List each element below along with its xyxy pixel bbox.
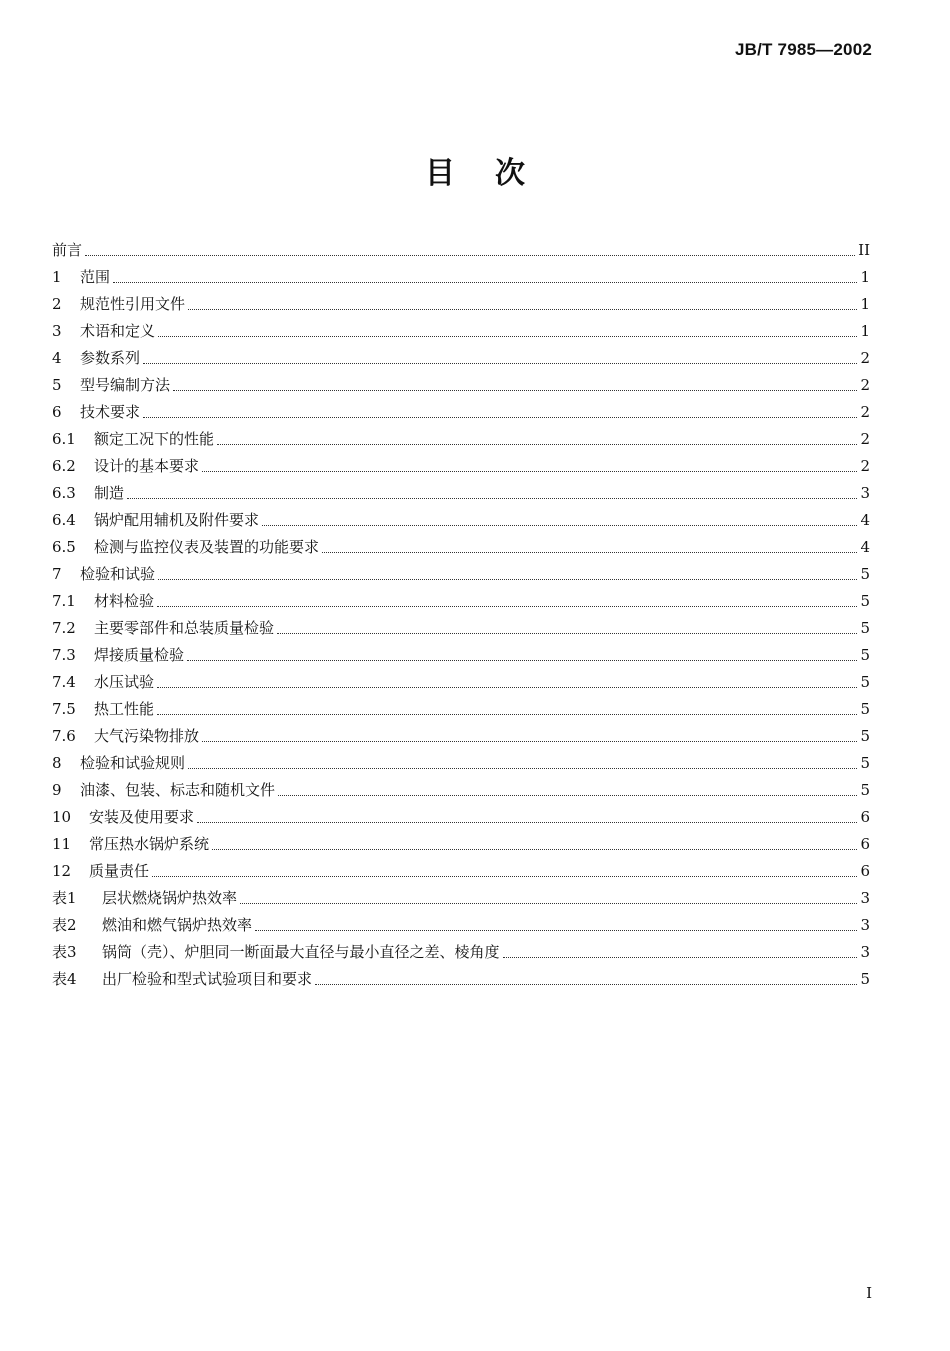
toc-entry-page: 5 (860, 673, 870, 691)
toc-entry-title: 锅炉配用辅机及附件要求 (94, 511, 260, 529)
toc-entry-title: 型号编制方法 (80, 376, 171, 394)
toc-entry-title: 热工性能 (94, 700, 155, 718)
toc-entry-page: 3 (860, 943, 870, 961)
toc-entry-title: 技术要求 (80, 403, 141, 421)
toc-entry[interactable] (52, 476, 870, 503)
dot-leader (187, 646, 857, 661)
toc-entry-title: 燃油和燃气锅炉热效率 (102, 916, 253, 934)
dot-leader (322, 538, 857, 553)
toc-entry-title: 设计的基本要求 (94, 457, 200, 475)
dot-leader (277, 619, 857, 634)
toc-entry-number: 表3 (52, 943, 77, 961)
toc-entry-number: 7.1 (52, 592, 76, 610)
toc-entry-title: 范围 (80, 268, 111, 286)
toc-entry-number: 表4 (52, 970, 77, 988)
toc-entry-page: 6 (860, 862, 870, 880)
toc-entry-title: 层状燃烧锅炉热效率 (102, 889, 238, 907)
toc-entry-page: 6 (860, 808, 870, 826)
toc-entry-page: 6 (860, 835, 870, 853)
toc-entry-page: 5 (860, 646, 870, 664)
toc-entry-title: 主要零部件和总装质量检验 (94, 619, 275, 637)
toc-entry-number: 10 (52, 808, 72, 826)
toc-entry-page: 1 (860, 268, 870, 286)
toc-entry-number: 7.4 (52, 673, 76, 691)
toc-entry[interactable] (52, 503, 870, 530)
toc-entry[interactable] (52, 746, 870, 773)
dot-leader (315, 970, 857, 985)
dot-leader (255, 916, 857, 931)
toc-entry-title: 出厂检验和型式试验项目和要求 (102, 970, 313, 988)
toc-entry[interactable] (52, 449, 870, 476)
toc-entry-page: 2 (860, 376, 870, 394)
toc-entry-title: 安装及使用要求 (89, 808, 195, 826)
dot-leader (202, 457, 857, 472)
toc-entry-page: 2 (860, 403, 870, 421)
toc-entry-number: 7.2 (52, 619, 76, 637)
toc-entry-title: 大气污染物排放 (94, 727, 200, 745)
toc-entry[interactable] (52, 773, 870, 800)
dot-leader (173, 376, 857, 391)
toc-entry-number: 表1 (52, 889, 77, 907)
dot-leader (152, 862, 857, 877)
toc-entry-page: 5 (860, 592, 870, 610)
toc-entry-title: 制造 (94, 484, 125, 502)
page-title: 目次 (425, 156, 565, 191)
toc-entry-number: 8 (52, 754, 62, 772)
toc-entry-number: 6.3 (52, 484, 76, 502)
toc-entry-number: 5 (52, 376, 62, 394)
dot-leader (158, 322, 857, 337)
dot-leader (113, 268, 857, 283)
toc-entry[interactable] (52, 395, 870, 422)
toc-entry[interactable] (52, 962, 870, 989)
toc-entry-page: 5 (860, 754, 870, 772)
dot-leader (212, 835, 857, 850)
toc-entry-page: 1 (860, 295, 870, 313)
toc-entry[interactable] (52, 935, 870, 962)
toc-entry-title: 锅筒（壳）、炉胆同一断面最大直径与最小直径之差、棱角度 (102, 943, 500, 961)
toc-entry-title: 常压热水锅炉系统 (89, 835, 210, 853)
dot-leader (262, 511, 857, 526)
toc-entry-title: 检验和试验规则 (80, 754, 186, 772)
dot-leader (188, 754, 857, 769)
dot-leader (85, 241, 855, 256)
toc-entry-number: 9 (52, 781, 62, 799)
toc-entry-number: 表2 (52, 916, 77, 934)
dot-leader (158, 565, 857, 580)
toc-entry-title: 检验和试验 (80, 565, 156, 583)
page-number: I (866, 1284, 872, 1302)
dot-leader (503, 943, 857, 958)
toc-entry-number: 11 (52, 835, 72, 853)
toc-entry[interactable] (52, 314, 870, 341)
toc-entry[interactable] (52, 800, 870, 827)
toc-entry-number: 6.5 (52, 538, 76, 556)
toc-entry[interactable] (52, 827, 870, 854)
toc-entry-number: 6.1 (52, 430, 76, 448)
toc-entry-number: 7.3 (52, 646, 76, 664)
dot-leader (188, 295, 857, 310)
toc-entry[interactable] (52, 881, 870, 908)
toc-entry-page: 5 (860, 700, 870, 718)
toc-entry-number: 1 (52, 268, 62, 286)
standard-code: JB/T 7985—2002 (735, 40, 872, 59)
toc-entry-number: 3 (52, 322, 62, 340)
dot-leader (157, 700, 857, 715)
toc-entry[interactable] (52, 719, 870, 746)
dot-leader (157, 673, 857, 688)
toc-entry-page: 5 (860, 727, 870, 745)
toc-entry-page: II (858, 241, 870, 259)
toc-entry-number: 6.4 (52, 511, 76, 529)
toc-entry-number: 6 (52, 403, 62, 421)
toc-entry[interactable] (52, 611, 870, 638)
toc-entry-title: 检测与监控仪表及装置的功能要求 (94, 538, 320, 556)
toc-entry-title: 规范性引用文件 (80, 295, 186, 313)
toc-entry-page: 3 (860, 484, 870, 502)
dot-leader (217, 430, 857, 445)
dot-leader (278, 781, 857, 796)
toc-entry-title: 额定工况下的性能 (94, 430, 215, 448)
toc-entry-number: 12 (52, 862, 72, 880)
toc-entry-number: 4 (52, 349, 62, 367)
toc-entry-title: 术语和定义 (80, 322, 156, 340)
toc-entry[interactable] (52, 422, 870, 449)
toc-entry-title: 材料检验 (94, 592, 155, 610)
toc-entry[interactable] (52, 557, 870, 584)
toc-entry-number: 7.5 (52, 700, 76, 718)
toc-entry-title: 水压试验 (94, 673, 155, 691)
dot-leader (197, 808, 857, 823)
toc-entry-page: 2 (860, 457, 870, 475)
dot-leader (157, 592, 857, 607)
toc-entry-title: 参数系列 (80, 349, 141, 367)
toc-entry-title: 焊接质量检验 (94, 646, 185, 664)
dot-leader (202, 727, 857, 742)
toc-entry-page: 5 (860, 565, 870, 583)
toc-entry[interactable] (52, 908, 870, 935)
toc-entry[interactable] (52, 287, 870, 314)
toc-entry-page: 2 (860, 349, 870, 367)
toc-entry-page: 5 (860, 970, 870, 988)
toc-entry[interactable] (52, 341, 870, 368)
toc-entry[interactable] (52, 368, 870, 395)
toc-entry-page: 5 (860, 619, 870, 637)
toc-entry[interactable] (52, 530, 870, 557)
toc-entry[interactable] (52, 854, 870, 881)
toc-entry-page: 3 (860, 916, 870, 934)
toc-entry-title: 前言 (52, 241, 83, 259)
toc-entry-number: 7.6 (52, 727, 76, 745)
toc-entry-page: 3 (860, 889, 870, 907)
toc-entry[interactable] (52, 665, 870, 692)
toc-entry[interactable] (52, 584, 870, 611)
dot-leader (240, 889, 857, 904)
toc-entry-page: 1 (860, 322, 870, 340)
toc-entry[interactable] (52, 692, 870, 719)
dot-leader (143, 349, 857, 364)
toc-entry-title: 质量责任 (89, 862, 150, 880)
dot-leader (127, 484, 857, 499)
dot-leader (143, 403, 857, 418)
table-of-contents (52, 233, 870, 989)
toc-entry-page: 5 (860, 781, 870, 799)
toc-entry-page: 4 (860, 511, 870, 529)
toc-entry[interactable] (52, 638, 870, 665)
toc-entry-number: 2 (52, 295, 62, 313)
toc-entry-number: 6.2 (52, 457, 76, 475)
toc-entry-number: 7 (52, 565, 62, 583)
toc-entry-title: 油漆、包装、标志和随机文件 (80, 781, 276, 799)
toc-entry-page: 2 (860, 430, 870, 448)
toc-entry[interactable] (52, 260, 870, 287)
toc-entry[interactable] (52, 233, 870, 260)
toc-entry-page: 4 (860, 538, 870, 556)
